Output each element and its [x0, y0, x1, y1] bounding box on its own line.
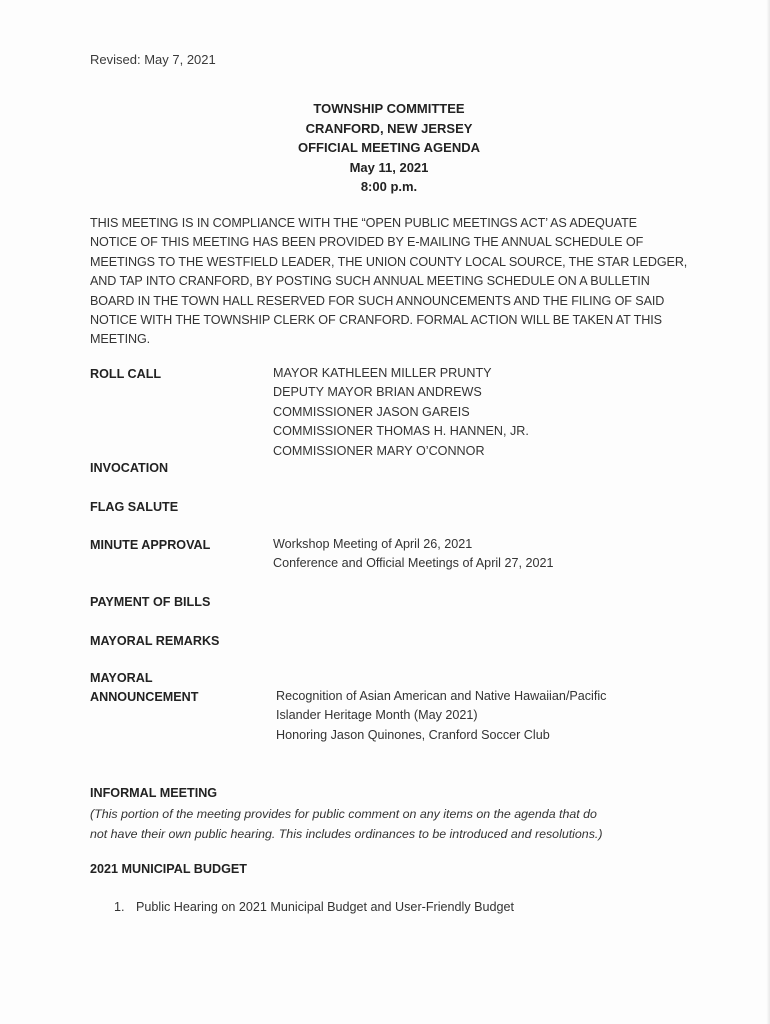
municipal-budget-label: 2021 MUNICIPAL BUDGET [90, 862, 247, 876]
announcement-line: Islander Heritage Month (May 2021) [276, 708, 478, 723]
payment-of-bills-label: PAYMENT OF BILLS [90, 595, 211, 609]
roll-call-label: ROLL CALL [90, 367, 162, 381]
mayoral-remarks-label: MAYORAL REMARKS [90, 634, 220, 648]
roll-call-members [273, 364, 529, 461]
mayoral-announcement-label-1: MAYORAL [90, 671, 153, 685]
minute-item: Conference and Official Meetings of April 27, 2021 [273, 556, 554, 571]
minute-item: Workshop Meeting of April 26, 2021 [273, 537, 473, 551]
public-meetings-notice [90, 214, 690, 350]
announcement-line: Recognition of Asian American and Native Hawaiian/Pacific [276, 689, 607, 703]
scan-edge-shadow [766, 0, 770, 1024]
mayoral-announcement-label-2: ANNOUNCEMENT [90, 690, 199, 704]
notice-line: MEETINGS TO THE WESTFIELD LEADER, THE UNION COUNTY LOCAL SOURCE, THE STAR LEDGER, [90, 254, 688, 269]
budget-list-item [114, 900, 514, 914]
notice-line: BOARD IN THE TOWN HALL RESERVED FOR SUCH ANNOUNCEMENTS AND THE FILING OF SAID [90, 293, 665, 308]
invocation-label: INVOCATION [90, 461, 169, 475]
notice-line: MEETING. [90, 332, 151, 347]
informal-meeting-label: INFORMAL MEETING [90, 786, 218, 800]
informal-note-line: not have their own public hearing. This includes ordinances to be introduced and resolutions.) [90, 827, 603, 841]
member-name: DEPUTY MAYOR BRIAN ANDREWS [273, 385, 482, 400]
notice-line: AND TAP INTO CRANFORD, BY POSTING SUCH ANNUAL MEETING SCHEDULE ON A BULLETIN [90, 274, 650, 289]
minute-approval-items [273, 535, 554, 574]
member-name: COMMISSIONER MARY O’CONNOR [273, 443, 485, 458]
informal-note-line: (This portion of the meeting provides for public comment on any items on the agenda that do [90, 807, 597, 821]
informal-meeting-note [90, 804, 602, 844]
member-name: COMMISSIONER JASON GAREIS [273, 404, 470, 419]
header-location: CRANFORD, NEW JERSEY [305, 120, 473, 136]
mayoral-announcement-items [276, 687, 606, 745]
header-time: 8:00 p.m. [360, 179, 418, 194]
notice-line: THIS MEETING IS IN COMPLIANCE WITH THE “OPEN PUBLIC MEETINGS ACT’ AS ADEQUATE [90, 216, 637, 230]
header-agenda-title: OFFICIAL MEETING AGENDA [298, 140, 480, 155]
minute-approval-label: MINUTE APPROVAL [90, 538, 211, 552]
member-name: COMMISSIONER THOMAS H. HANNEN, JR. [273, 424, 529, 439]
flag-salute-label: FLAG SALUTE [90, 500, 179, 514]
notice-line: NOTICE WITH THE TOWNSHIP CLERK OF CRANFORD. FORMAL ACTION WILL BE TAKEN AT THIS [90, 313, 662, 328]
notice-line: NOTICE OF THIS MEETING HAS BEEN PROVIDED BY E-MAILING THE ANNUAL SCHEDULE OF [90, 235, 644, 250]
header-date: May 11, 2021 [349, 159, 429, 175]
revised-date: Revised: May 7, 2021 [90, 52, 216, 67]
list-item-text: Public Hearing on 2021 Municipal Budget and User-Friendly Budget [136, 900, 515, 914]
list-item-number: 1. [114, 900, 125, 914]
agenda-header [0, 99, 770, 197]
announcement-line: Honoring Jason Quinones, Cranford Soccer Club [276, 727, 550, 742]
header-committee: TOWNSHIP COMMITTEE [313, 101, 465, 116]
member-name: MAYOR KATHLEEN MILLER PRUNTY [273, 366, 492, 380]
